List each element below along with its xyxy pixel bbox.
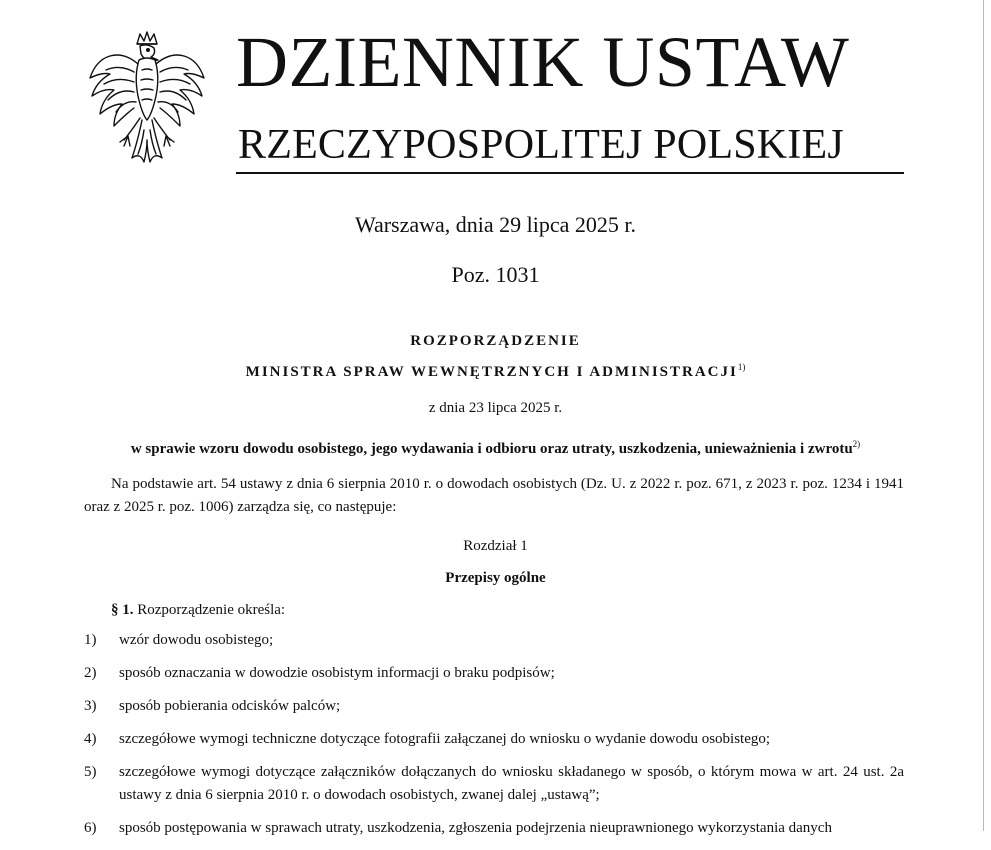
- list-item-number: 2): [84, 665, 97, 681]
- section-number: § 1.: [111, 602, 134, 618]
- list-item: [84, 761, 904, 807]
- chapter-title: Przepisy ogólne: [445, 570, 546, 586]
- list-item-number: 1): [84, 632, 97, 648]
- list-item-number: 6): [84, 820, 97, 836]
- issuer-footnote-ref[interactable]: 1): [737, 362, 746, 372]
- section-intro-text: Rozporządzenie określa:: [133, 602, 286, 618]
- act-date: z dnia 23 lipca 2025 r.: [428, 400, 563, 416]
- list-item-text: wzór dowodu osobistego;: [119, 632, 274, 648]
- act-issuer: [0, 355, 991, 384]
- title-underline: [236, 172, 904, 174]
- act-type: ROZPORZĄDZENIE: [410, 333, 581, 349]
- list-item: [84, 662, 904, 685]
- publication-date: Warszawa, dnia 29 lipca 2025 r.: [354, 212, 637, 237]
- list-item: [84, 728, 904, 751]
- list-item-text: sposób pobierania odcisków palców;: [119, 698, 341, 714]
- list-item: [84, 817, 904, 840]
- legal-basis-paragraph: Na podstawie art. 54 ustawy z dnia 6 sierpnia 2010 r. o dowodach osobistych (Dz. U. z 2022 r. poz. 671, z 2023 r. poz. 1234 i 1941 oraz z 2025 r. poz. 1006) zarządza się, co następuje:: [84, 476, 904, 515]
- section-intro: [111, 599, 285, 621]
- act-subject: [0, 433, 991, 460]
- publication-position: Poz. 1031: [451, 262, 540, 287]
- section-item-list: [84, 629, 904, 850]
- list-item-number: 4): [84, 731, 97, 747]
- list-item-text: sposób postępowania w sprawach utraty, uszkodzenia, zgłoszenia podejrzenia nieuprawnionego wykorzystania danych: [119, 820, 832, 836]
- list-item-text: sposób oznaczania w dowodzie osobistym informacji o braku podpisów;: [119, 665, 555, 681]
- list-item-text: szczegółowe wymogi techniczne dotyczące fotografii załączanej do wniosku o wydanie dowodu osobistego;: [119, 731, 771, 747]
- gazette-title: DZIENNIK USTAW: [236, 22, 850, 102]
- list-item: [84, 629, 904, 652]
- list-item-text: szczegółowe wymogi dotyczące załączników dołączanych do wniosku składanego w sposób, o którym mowa w art. 24 ust. 2a ustawy z dnia 6 sierpnia 2010 r. o dowodach osobistych, zwanej dalej „ustawą”;: [119, 764, 904, 803]
- subject-footnote-ref[interactable]: 2): [852, 439, 861, 449]
- list-item-number: 5): [84, 764, 97, 780]
- act-subject-text: w sprawie wzoru dowodu osobistego, jego wydawania i odbioru oraz utraty, uszkodzenia, unieważnienia i zwrotu: [130, 441, 853, 457]
- act-issuer-text: MINISTRA SPRAW WEWNĘTRZNYCH I ADMINISTRACJI: [245, 364, 738, 380]
- list-item: [84, 695, 904, 718]
- gazette-subtitle: RZECZYPOSPOLITEJ POLSKIEJ: [238, 122, 844, 168]
- list-item-number: 3): [84, 698, 97, 714]
- chapter-label: Rozdział 1: [463, 538, 528, 554]
- polish-eagle-emblem-icon: [84, 30, 210, 172]
